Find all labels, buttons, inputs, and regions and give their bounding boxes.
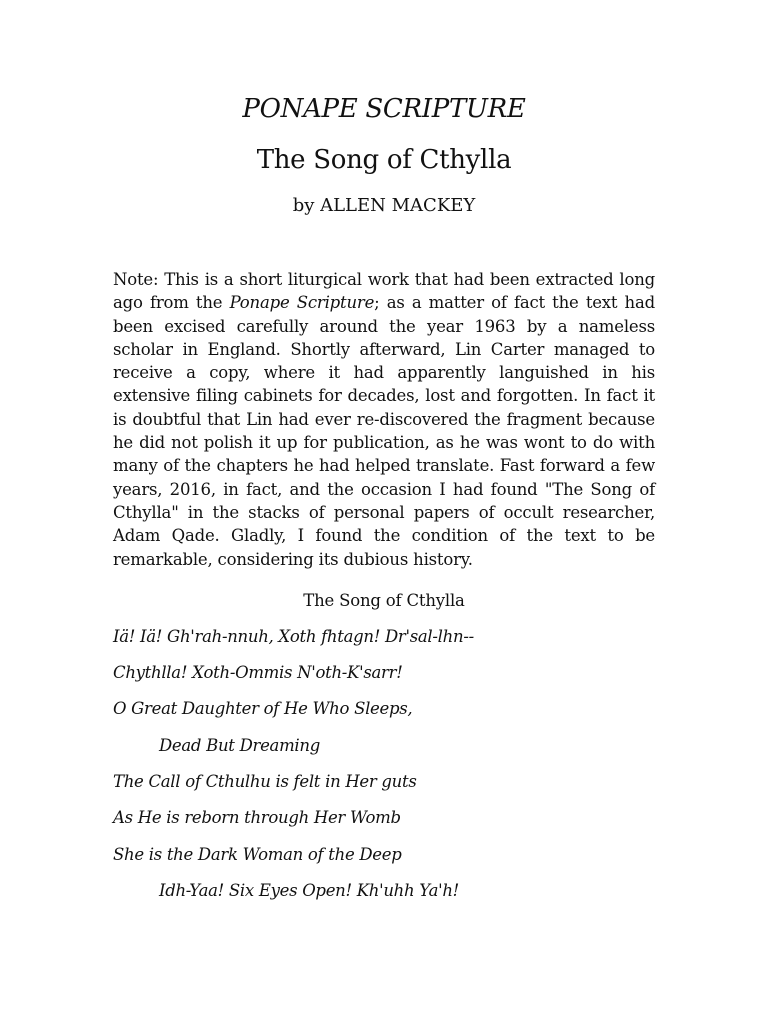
verse-line-8: Idh-Yaa! Six Eyes Open! Kh'uhh Ya'h! xyxy=(159,881,460,900)
song-heading: The Song of Cthylla xyxy=(303,591,465,610)
note-text-end: ; as a matter of fact the text had been excised carefully around the year 1963 by a nameless scholar in England. Shortly afterward, Lin Carter managed to receive a copy, where it had apparently languished in his extensive filing cabinets for decades, lost and forgotten. In fact it is doubtful that Lin had ever re-discovered the fragment because he did not polish it up for publication, as he was wont to do with many of the chapters he had helped translate. Fast forward a few years, 2016, in fact, and the occasion I had found "The Song of Cthylla" in the stacks of personal papers of occult researcher, Adam Qade. Gladly, I found the condition of the text to be remarkable, considering its dubious history. xyxy=(113,293,655,569)
verse-line-1: Iä! Iä! Gh'rah-nnuh, Xoth fhtagn! Dr'sal-lhn-- xyxy=(113,627,474,646)
note-text-start: Note: This is a short liturgical work that had been extracted long ago from the xyxy=(113,270,655,313)
verse-line-5: The Call of Cthulhu is felt in Her guts xyxy=(113,772,417,791)
document-subtitle: The Song of Cthylla xyxy=(256,145,512,175)
note-paragraph xyxy=(113,268,655,571)
document-title: PONAPE SCRIPTURE xyxy=(242,94,526,124)
note-emphasis: Ponape Scripture xyxy=(229,293,375,313)
verse-line-2: Chythlla! Xoth-Ommis N'oth-K'sarr! xyxy=(113,663,403,682)
author-byline: by ALLEN MACKEY xyxy=(292,195,476,216)
verse-line-6: As He is reborn through Her Womb xyxy=(113,808,401,827)
verse-line-3: O Great Daughter of He Who Sleeps, xyxy=(113,699,413,718)
verse-line-4: Dead But Dreaming xyxy=(159,736,320,755)
verse-line-7: She is the Dark Woman of the Deep xyxy=(113,845,402,864)
